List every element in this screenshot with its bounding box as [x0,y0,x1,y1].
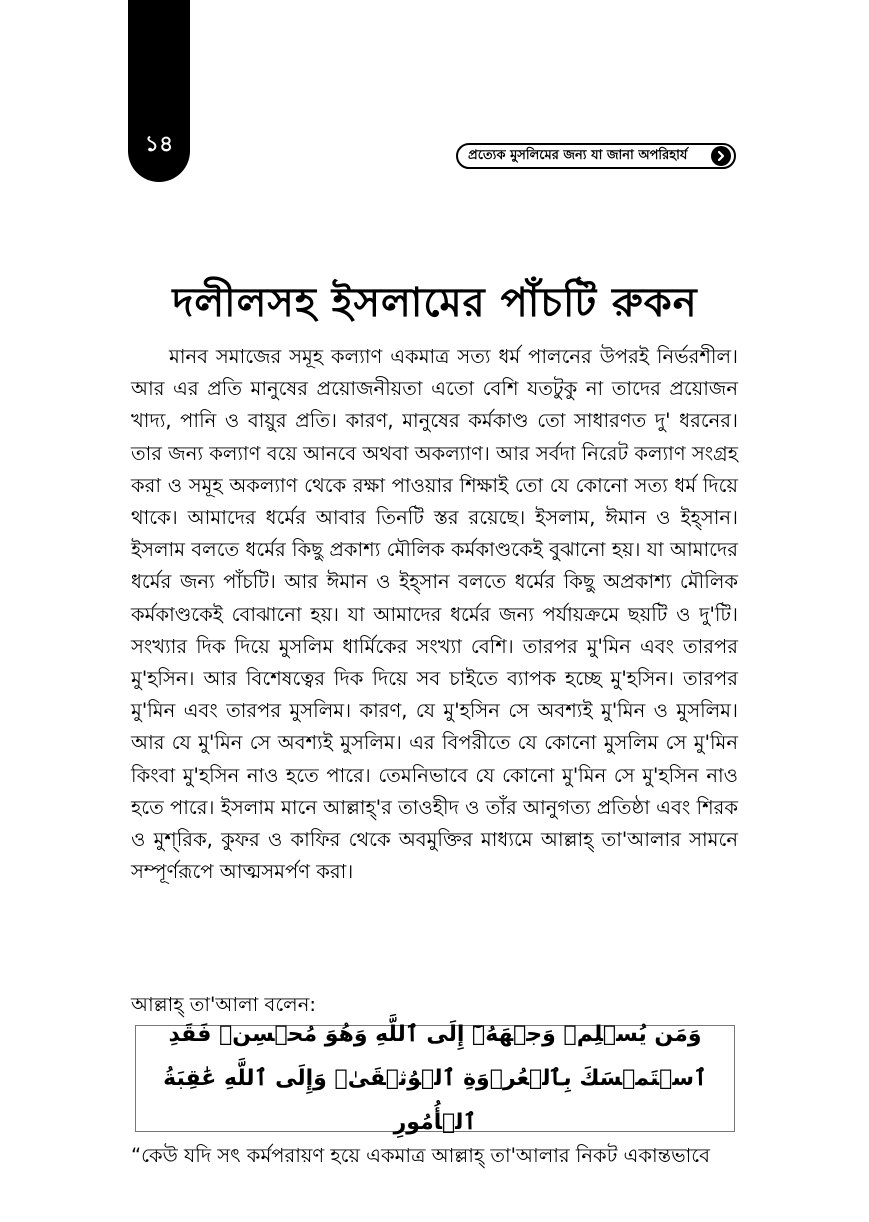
quran-verse-arabic: وَمَن يُسۡلِمۡ وَجۡهَهُۥٓ إِلَى ٱللَّهِ وَهُوَ مُحۡسِنٞ فَقَدِ ٱسۡتَمۡسَكَ بِٱلۡعُرۡوَةِ ٱلۡوُثۡقَىٰۗ وَإِلَى ٱللَّهِ عَٰقِبَةُ ٱلۡأُمُورِ [163,1021,707,1135]
page-number: ১৪ [144,132,174,157]
quran-verse-box [135,1021,735,1135]
chevron-right-icon [711,146,731,166]
quote-intro: আল্লাহ্ তা'আলা বলেন: [131,993,316,1016]
running-header [456,143,736,169]
verse-translation: “কেউ যদি সৎ কর্মপরায়ণ হয়ে একমাত্র আল্লাহ্ তা'আলার নিকট একান্তভাবে [131,1144,710,1167]
body-paragraph: মানব সমাজের সমূহ কল্যাণ একমাত্র সত্য ধর্ম পালনের উপরই নির্ভরশীল। আর এর প্রতি মানুষের প্রয়োজনীয়তা এতো বেশি যতটুকু না তাদের প্রয়োজন খাদ্য, পানি ও বায়ুর প্রতি। কারণ, মানুষের কর্মকাণ্ড তো সাধারণত দু' ধরনের। তার জন্য কল্যাণ বয়ে আনবে অথবা অকল্যাণ। আর সর্বদা নিরেট কল্যাণ সংগ্রহ করা ও সমূহ অকল্যাণ থেকে রক্ষা পাওয়ার শিক্ষাই তো যে কোনো সত্য ধর্ম দিয়ে থাকে। আমাদের ধর্মের আবার তিনটি স্তর রয়েছে। ইসলাম, ঈমান ও ইহ্সান। ইসলাম বলতে ধর্মের কিছু প্রকাশ্য মৌলিক কর্মকাণ্ডকেই বুঝানো হয়। যা আমাদের ধর্মের জন্য পাঁচটি। আর ঈমান ও ইহ্সান বলতে ধর্মের কিছু অপ্রকাশ্য মৌলিক কর্মকাণ্ডকেই বোঝানো হয়। যা আমাদের ধর্মের জন্য পর্যায়ক্রমে ছয়টি ও দু'টি। সংখ্যার দিক দিয়ে মুসলিম ধার্মিকের সংখ্যা বেশি। তারপর মু'মিন এবং তারপর মু'হসিন। আর বিশেষত্বের দিক দিয়ে সব চাইতে ব্যাপক হচ্ছে মু'হসিন। তারপর মু'মিন এবং তারপর মুসলিম। কারণ, যে মু'হসিন সে অবশ্যই মু'মিন ও মুসলিম। আর যে মু'মিন সে অবশ্যই মুসলিম। এর বিপরীতে যে কোনো মুসলিম সে মু'মিন কিংবা মু'হসিন নাও হতে পারে। তেমনিভাবে যে কোনো মু'মিন সে মু'হসিন নাও হতে পারে। ইসলাম মানে আল্লাহ্'র তাওহীদ ও তাঁর আনুগত্য প্রতিষ্ঠা এবং শিরক ও মুশ্‌রিক, কুফর ও কাফির থেকে অবমুক্তির মাধ্যমে আল্লাহ্ তা'আলার সামনে সম্পূর্ণরূপে আত্মসমর্পণ করা। [131,345,738,884]
page-number-tab [128,0,190,182]
chapter-title: দলীলসহ ইসলামের পাঁচটি রুকন [172,279,698,326]
running-header-title: প্রত্যেক মুসলিমের জন্য যা জানা অপরিহার্য [468,147,688,163]
